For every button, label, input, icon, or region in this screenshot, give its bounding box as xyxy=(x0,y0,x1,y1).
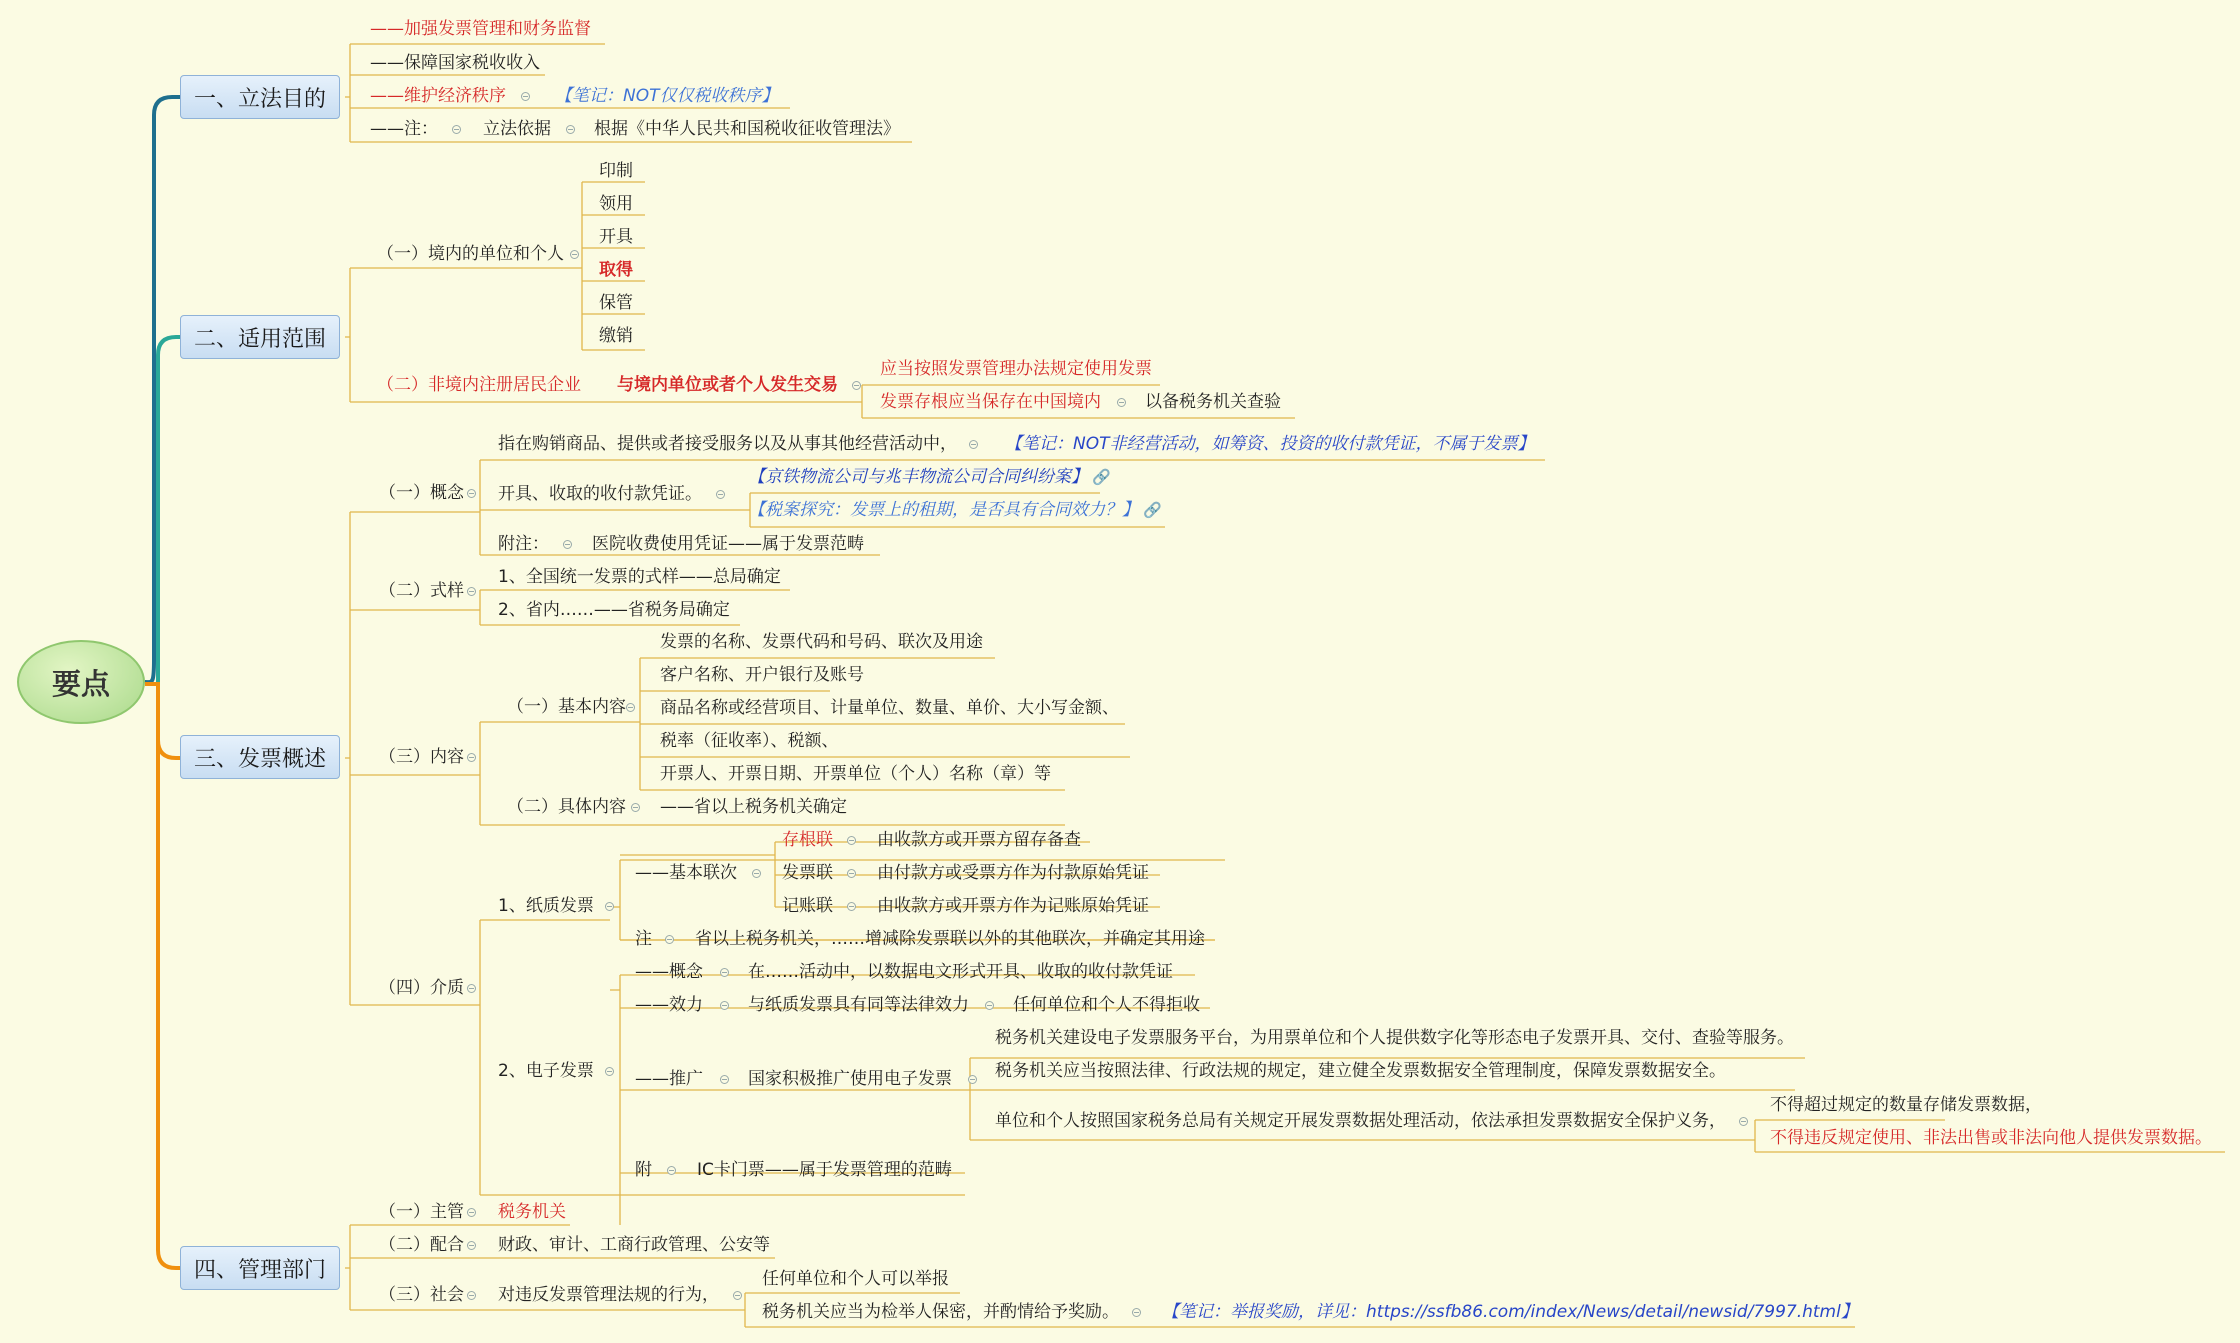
s3-copy-invoice: 发票联 xyxy=(782,863,833,883)
s3-e-data-obligation: 单位和个人按照国家税务总局有关规定开展发票数据处理活动，依法承担发票数据安全保护义务， xyxy=(995,1111,1726,1131)
s3-style-provincial: 2、省内……——省税务局确定 xyxy=(498,600,730,620)
collapse-icon[interactable] xyxy=(720,1075,729,1084)
collapse-icon[interactable] xyxy=(665,935,674,944)
collapse-icon[interactable] xyxy=(847,902,856,911)
s2-domestic-units: （一）境内的单位和个人 xyxy=(377,244,564,264)
collapse-icon[interactable] xyxy=(752,869,761,878)
collapse-icon[interactable] xyxy=(720,1001,729,1010)
s3-e-concept-value: 在……活动中，以数据电文形式开具、收取的收付款凭证 xyxy=(748,962,1173,982)
s3-specific-value: ——省以上税务机关确定 xyxy=(660,797,847,817)
s3-electronic-invoice: 2、电子发票 xyxy=(498,1061,594,1081)
s3-specific-content: （二）具体内容 xyxy=(507,797,626,817)
collapse-icon[interactable] xyxy=(566,125,575,134)
s1-legal-basis-value: 根据《中华人民共和国税收征收管理法》 xyxy=(594,119,900,139)
s4-society-value: 对违反发票管理法规的行为， xyxy=(498,1285,719,1305)
s3-style: （二）式样 xyxy=(379,581,464,601)
s1-note-not-only-tax: 【笔记：NOT仅仅税收秩序】 xyxy=(555,86,779,106)
link-icon[interactable]: 🔗 xyxy=(1143,501,1162,519)
collapse-icon[interactable] xyxy=(563,540,572,549)
s2-act-keep: 保管 xyxy=(599,293,633,313)
s3-copy-accounting: 记账联 xyxy=(782,896,833,916)
collapse-icon[interactable] xyxy=(969,440,978,449)
collapse-icon[interactable] xyxy=(521,92,530,101)
s4-supervisor: （一）主管 xyxy=(379,1202,464,1222)
s3-medium: （四）介质 xyxy=(379,978,464,998)
s3-concept-note1: 【笔记：NOT非经营活动，如筹资、投资的收付款凭证，不属于发票】 xyxy=(1005,434,1535,454)
collapse-icon[interactable] xyxy=(605,902,614,911)
section-scope[interactable]: 二、适用范围 xyxy=(180,315,340,359)
collapse-icon[interactable] xyxy=(467,1241,476,1250)
s3-basic-item: 客户名称、开户银行及账号 xyxy=(660,665,864,685)
s3-case-study-link[interactable]: 【税案探究：发票上的租期，是否具有合同效力？】 🔗 xyxy=(748,500,1162,520)
s3-e-effect-value2: 任何单位和个人不得拒收 xyxy=(1013,995,1200,1015)
section-management[interactable]: 四、管理部门 xyxy=(180,1246,340,1290)
s3-e-storage-limit: 不得超过规定的数量存储发票数据， xyxy=(1770,1095,2042,1115)
collapse-icon[interactable] xyxy=(733,1291,742,1300)
s4-cooperation: （二）配合 xyxy=(379,1235,464,1255)
link-icon[interactable]: 🔗 xyxy=(1092,468,1111,486)
s3-paper-invoice: 1、纸质发票 xyxy=(498,896,594,916)
s2-act-obtain: 取得 xyxy=(599,260,633,280)
collapse-icon[interactable] xyxy=(985,1001,994,1010)
s2-for-inspection: 以备税务机关查验 xyxy=(1145,392,1281,412)
s3-e-effect: ——效力 xyxy=(635,995,703,1015)
s3-basic-item: 税率（征收率）、税额、 xyxy=(660,731,839,751)
s4-cooperation-value: 财政、审计、工商行政管理、公安等 xyxy=(498,1235,770,1255)
s3-e-promote-value: 国家积极推广使用电子发票 xyxy=(748,1069,952,1089)
s4-society: （三）社会 xyxy=(379,1285,464,1305)
collapse-icon[interactable] xyxy=(467,1208,476,1217)
s3-basic-content: （一）基本内容 xyxy=(507,697,626,717)
s3-content: （三）内容 xyxy=(379,747,464,767)
s1-item-supervision: ——加强发票管理和财务监督 xyxy=(370,19,591,39)
s4-reward-note: 【笔记：举报奖励，详见：https://ssfb86.com/index/News/detail/newsid/7997.html】 xyxy=(1162,1302,1858,1322)
s3-copy-stub-desc: 由收款方或开票方留存备查 xyxy=(877,830,1081,850)
section-legislative-purpose[interactable]: 一、立法目的 xyxy=(180,75,340,119)
collapse-icon[interactable] xyxy=(631,803,640,812)
s3-paper-note: 注 xyxy=(635,929,652,949)
section-invoice-overview[interactable]: 三、发票概述 xyxy=(180,735,340,779)
collapse-icon[interactable] xyxy=(570,250,579,259)
s4-supervisor-value: 税务机关 xyxy=(498,1202,566,1222)
s3-copy-invoice-desc: 由付款方或受票方作为付款原始凭证 xyxy=(877,863,1149,883)
s3-hospital-voucher: 医院收费使用凭证——属于发票范畴 xyxy=(592,534,864,554)
s2-act-print: 印制 xyxy=(599,161,633,181)
s3-basic-item: 发票的名称、发票代码和号码、联次及用途 xyxy=(660,632,983,652)
s2-transaction: 与境内单位或者个人发生交易 xyxy=(617,375,838,395)
s3-e-ic-ticket: IC卡门票——属于发票管理的范畴 xyxy=(697,1160,952,1180)
s3-e-no-illegal-sale: 不得违反规定使用、非法出售或非法向他人提供发票数据。 xyxy=(1770,1128,2212,1148)
collapse-icon[interactable] xyxy=(1132,1308,1141,1317)
collapse-icon[interactable] xyxy=(716,490,725,499)
s2-act-cancel: 缴销 xyxy=(599,326,633,346)
collapse-icon[interactable] xyxy=(452,125,461,134)
s3-concept-line1: 指在购销商品、提供或者接受服务以及从事其他经营活动中， xyxy=(498,434,957,454)
s3-case-link[interactable]: 【京铁物流公司与兆丰物流公司合同纠纷案】 🔗 xyxy=(748,467,1111,487)
s3-e-platform: 税务机关建设电子发票服务平台，为用票单位和个人提供数字化等形态电子发票开具、交付、查验等服务。 xyxy=(995,1028,1794,1048)
collapse-icon[interactable] xyxy=(847,836,856,845)
collapse-icon[interactable] xyxy=(852,381,861,390)
s3-concept: （一）概念 xyxy=(379,483,464,503)
collapse-icon[interactable] xyxy=(968,1075,977,1084)
s3-basic-copies: ——基本联次 xyxy=(635,863,737,883)
s3-copy-stub: 存根联 xyxy=(782,830,833,850)
s3-e-data-security: 税务机关应当按照法律、行政法规的规定，建立健全发票数据安全管理制度，保障发票数据安全。 xyxy=(995,1061,1726,1081)
collapse-icon[interactable] xyxy=(1739,1117,1748,1126)
s3-concept-note-label: 附注： xyxy=(498,534,549,554)
s2-act-issue: 开具 xyxy=(599,227,633,247)
s3-e-effect-value: 与纸质发票具有同等法律效力 xyxy=(748,995,969,1015)
s1-item-tax-revenue: ——保障国家税收收入 xyxy=(370,53,540,73)
collapse-icon[interactable] xyxy=(467,489,476,498)
collapse-icon[interactable] xyxy=(720,968,729,977)
s4-report: 任何单位和个人可以举报 xyxy=(762,1269,949,1289)
s3-basic-item: 开票人、开票日期、开票单位（个人）名称（章）等 xyxy=(660,764,1051,784)
s4-confidential-reward: 税务机关应当为检举人保密，并酌情给予奖励。 xyxy=(762,1302,1119,1322)
s2-act-receive: 领用 xyxy=(599,194,633,214)
collapse-icon[interactable] xyxy=(467,984,476,993)
collapse-icon[interactable] xyxy=(847,869,856,878)
collapse-icon[interactable] xyxy=(626,703,635,712)
s2-non-resident: （二）非境内注册居民企业 xyxy=(377,375,581,395)
collapse-icon[interactable] xyxy=(467,753,476,762)
s3-style-national: 1、全国统一发票的式样——总局确定 xyxy=(498,567,781,587)
s3-concept-line2: 开具、收取的收付款凭证。 xyxy=(498,484,702,504)
s1-legal-basis: 立法依据 xyxy=(483,119,551,139)
s3-copy-accounting-desc: 由收款方或开票方作为记账原始凭证 xyxy=(877,896,1149,916)
collapse-icon[interactable] xyxy=(667,1166,676,1175)
s3-e-promote: ——推广 xyxy=(635,1069,703,1089)
s1-item-note: ——注： xyxy=(370,119,438,139)
s2-use-invoice-rule: 应当按照发票管理办法规定使用发票 xyxy=(880,359,1152,379)
s2-stub-domestic: 发票存根应当保存在中国境内 xyxy=(880,392,1101,412)
collapse-icon[interactable] xyxy=(467,587,476,596)
s3-paper-note-value: 省以上税务机关，……增减除发票联以外的其他联次，并确定其用途 xyxy=(695,929,1205,949)
s3-e-attach: 附 xyxy=(635,1160,652,1180)
collapse-icon[interactable] xyxy=(467,1291,476,1300)
collapse-icon[interactable] xyxy=(605,1067,614,1076)
s3-basic-item: 商品名称或经营项目、计量单位、数量、单价、大小写金额、 xyxy=(660,698,1119,718)
collapse-icon[interactable] xyxy=(1117,398,1126,407)
s1-item-economic-order: ——维护经济秩序 xyxy=(370,86,506,106)
s3-e-concept: ——概念 xyxy=(635,962,703,982)
root-node[interactable]: 要点 xyxy=(17,640,145,724)
